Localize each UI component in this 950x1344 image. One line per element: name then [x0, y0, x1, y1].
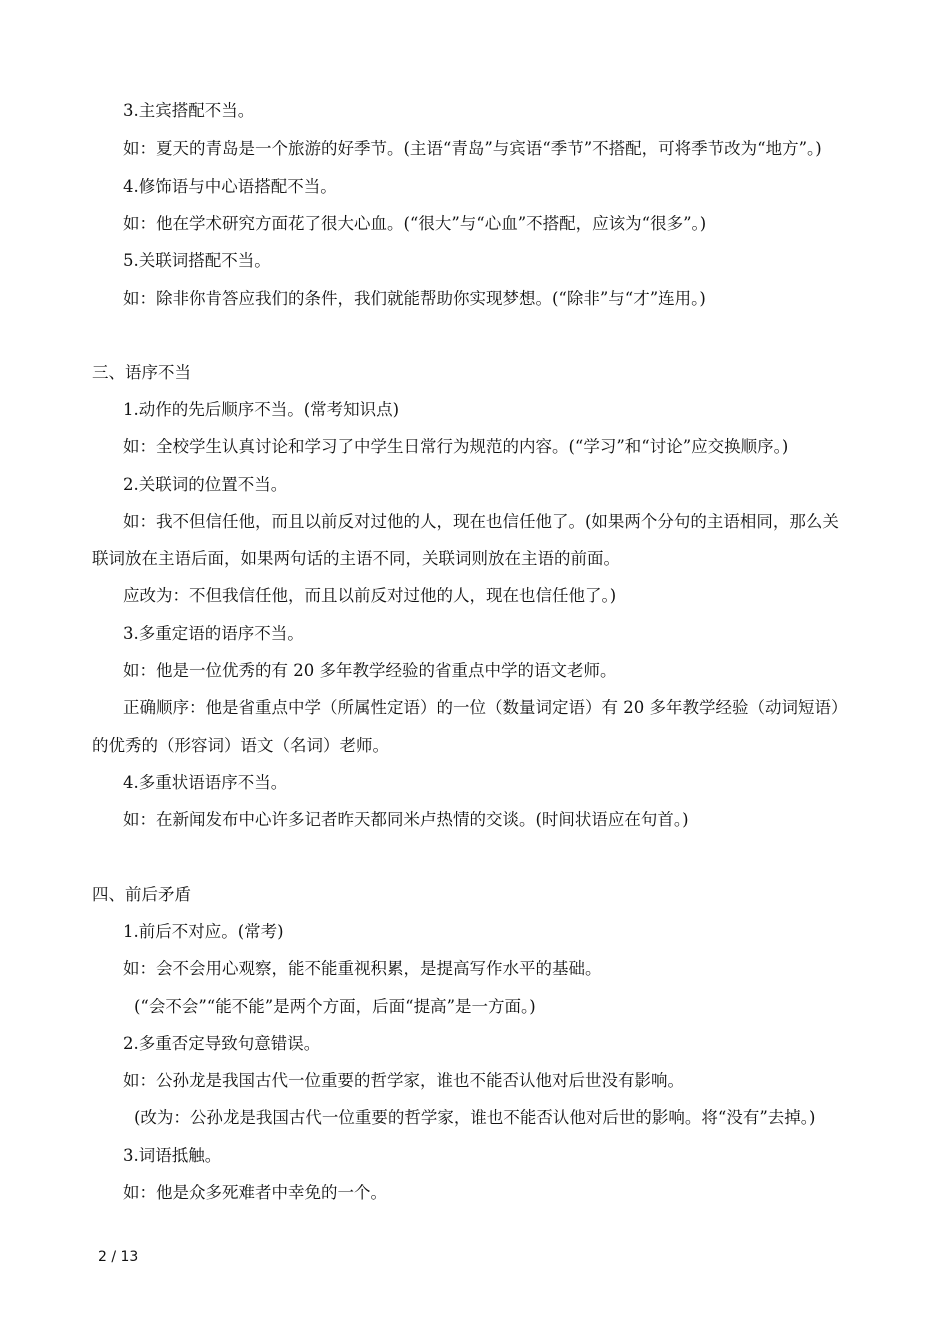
example-text: 如：他是一位优秀的有 20 多年教学经验的省重点中学的语文老师。	[123, 661, 617, 680]
correction-text-continued: 的优秀的（形容词）语文（名词）老师。	[92, 736, 389, 755]
example-text: 如：我不但信任他，而且以前反对过他的人，现在也信任他了。(如果两个分句的主语相同，那么关	[123, 512, 839, 531]
list-item: 4.修饰语与中心语搭配不当。	[123, 177, 337, 196]
correction-text: 正确顺序：他是省重点中学（所属性定语）的一位（数量词定语）有 20 多年教学经验（动词短语）	[123, 698, 848, 717]
page-indicator: 2 / 13	[98, 1249, 139, 1265]
example-text: 如：在新闻发布中心许多记者昨天都同米卢热情的交谈。(时间状语应在句首。)	[123, 810, 689, 829]
example-text: 如：会不会用心观察，能不能重视积累，是提高写作水平的基础。	[123, 959, 602, 978]
list-item: 4.多重状语语序不当。	[123, 773, 288, 792]
list-item: 5.关联词搭配不当。	[123, 251, 271, 270]
example-text: 如：除非你肯答应我们的条件，我们就能帮助你实现梦想。(“除非”与“才”连用。)	[123, 289, 706, 308]
note-text: (改为：公孙龙是我国古代一位重要的哲学家，谁也不能否认他对后世的影响。将“没有”去掉。)	[134, 1108, 816, 1127]
list-item: 2.多重否定导致句意错误。	[123, 1034, 321, 1053]
example-text: 如：他在学术研究方面花了很大心血。(“很大”与“心血”不搭配，应该为“很多”。)	[123, 214, 707, 233]
list-item: 3.多重定语的语序不当。	[123, 624, 304, 643]
note-text: (“会不会”“能不能”是两个方面，后面“提高”是一方面。)	[134, 997, 536, 1016]
example-text-continued: 联词放在主语后面，如果两句话的主语不同，关联词则放在主语的前面。	[92, 549, 620, 568]
correction-text: 应改为：不但我信任他，而且以前反对过他的人，现在也信任他了。)	[123, 586, 617, 605]
list-item: 1.前后不对应。(常考)	[123, 922, 284, 941]
list-item: 3.主宾搭配不当。	[123, 101, 255, 120]
section-heading: 四、前后矛盾	[92, 885, 191, 904]
example-text: 如：全校学生认真讨论和学习了中学生日常行为规范的内容。(“学习”和“讨论”应交换顺序。)	[123, 437, 789, 456]
list-item: 2.关联词的位置不当。	[123, 475, 288, 494]
example-text: 如：他是众多死难者中幸免的一个。	[123, 1183, 387, 1202]
example-text: 如：夏天的青岛是一个旅游的好季节。(主语“青岛”与宾语“季节”不搭配，可将季节改为“地方”。)	[123, 139, 822, 158]
section-heading: 三、语序不当	[92, 363, 191, 382]
example-text: 如：公孙龙是我国古代一位重要的哲学家，谁也不能否认他对后世没有影响。	[123, 1071, 684, 1090]
list-item: 1.动作的先后顺序不当。(常考知识点)	[123, 400, 400, 419]
list-item: 3.词语抵触。	[123, 1146, 222, 1165]
